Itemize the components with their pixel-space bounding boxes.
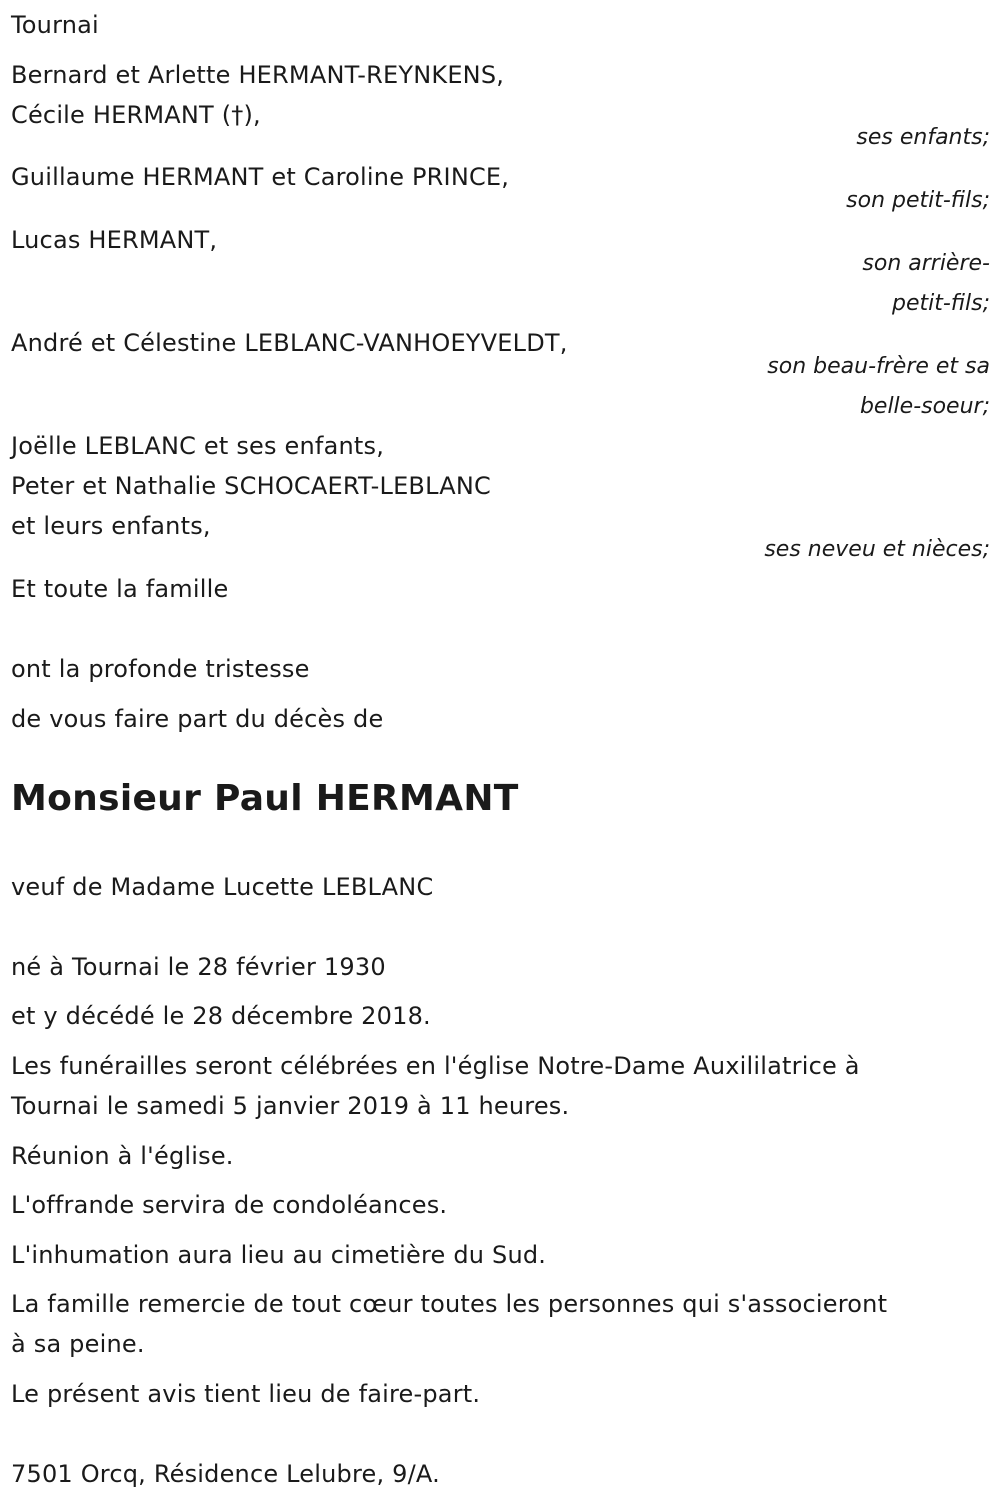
family-children-line-2: Cécile HERMANT (†), <box>11 101 261 129</box>
notice-line: Le présent avis tient lieu de faire-part. <box>11 1380 481 1408</box>
thanks-line-2: à sa peine. <box>11 1330 145 1358</box>
role-in-laws-a: son beau-frère et sa <box>767 354 990 379</box>
announce-line-2: de vous faire part du décès de <box>11 705 384 733</box>
family-in-laws-line: André et Célestine LEBLANC-VANHOEYVELDT, <box>11 329 568 357</box>
family-grandson-line: Guillaume HERMANT et Caroline PRINCE, <box>11 163 510 191</box>
family-all-line: Et toute la famille <box>11 575 229 603</box>
role-great-grandson-b: petit-fils; <box>891 291 990 316</box>
widower-line: veuf de Madame Lucette LEBLANC <box>11 873 434 901</box>
death-line: et y décédé le 28 décembre 2018. <box>11 1002 431 1030</box>
address-line: 7501 Orcq, Résidence Lelubre, 9/A. <box>11 1460 440 1488</box>
family-nephews-line-3: et leurs enfants, <box>11 512 211 540</box>
meeting-line: Réunion à l'église. <box>11 1142 234 1170</box>
funeral-line-1: Les funérailles seront célébrées en l'église Notre-Dame Auxililatrice à <box>11 1052 860 1080</box>
family-children-line-1: Bernard et Arlette HERMANT-REYNKENS, <box>11 61 505 89</box>
announce-line-1: ont la profonde tristesse <box>11 655 310 683</box>
role-nephews: ses neveu et nièces; <box>764 537 990 562</box>
role-in-laws-b: belle-soeur; <box>859 394 990 419</box>
city: Tournai <box>11 11 99 39</box>
burial-line: L'inhumation aura lieu au cimetière du Sud. <box>11 1241 547 1269</box>
family-nephews-line-1: Joëlle LEBLANC et ses enfants, <box>11 432 385 460</box>
birth-line: né à Tournai le 28 février 1930 <box>11 953 386 981</box>
family-great-grandson-line: Lucas HERMANT, <box>11 226 218 254</box>
deceased-name: Monsieur Paul HERMANT <box>11 778 519 819</box>
role-children: ses enfants; <box>856 125 990 150</box>
family-nephews-line-2: Peter et Nathalie SCHOCAERT-LEBLANC <box>11 472 491 500</box>
funeral-line-2: Tournai le samedi 5 janvier 2019 à 11 heures. <box>11 1092 570 1120</box>
role-grandson: son petit-fils; <box>846 188 990 213</box>
role-great-grandson-a: son arrière- <box>862 251 990 276</box>
thanks-line-1: La famille remercie de tout cœur toutes les personnes qui s'associeront <box>11 1290 888 1318</box>
offering-line: L'offrande servira de condoléances. <box>11 1191 448 1219</box>
